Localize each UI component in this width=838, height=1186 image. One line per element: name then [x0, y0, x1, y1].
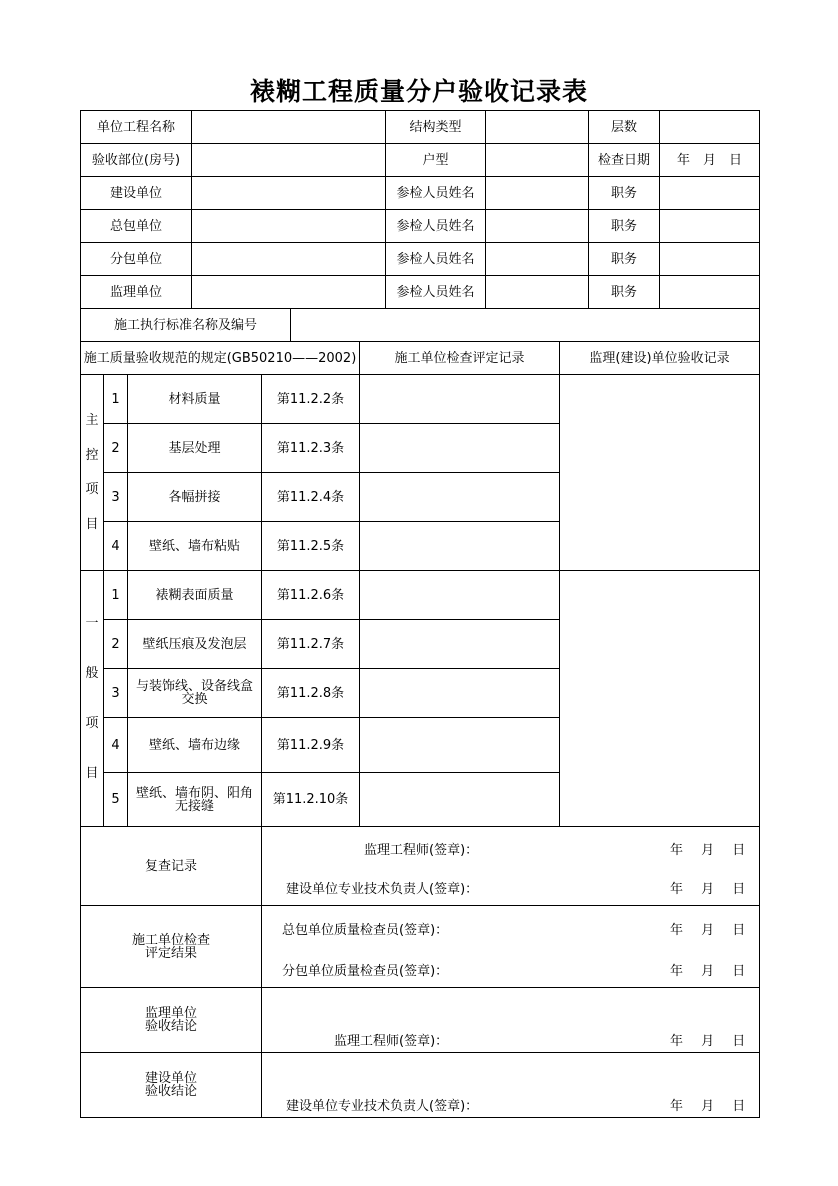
- item-name: 裱糊表面质量: [128, 571, 262, 620]
- item-clause: 第11.2.5条: [262, 522, 360, 571]
- field-value[interactable]: [192, 177, 386, 210]
- field-label: 监理单位: [81, 276, 192, 309]
- field-value[interactable]: 年 月 日: [660, 144, 760, 177]
- item-clause: 第11.2.3条: [262, 424, 360, 473]
- field-value[interactable]: [486, 276, 589, 309]
- item-number: 2: [104, 620, 128, 669]
- field-label: 层数: [589, 111, 660, 144]
- item-number: 5: [104, 773, 128, 827]
- field-label: 验收部位(房号): [81, 144, 192, 177]
- field-label: 总包单位: [81, 210, 192, 243]
- field-label: 参检人员姓名: [386, 243, 486, 276]
- label-char: 一: [85, 616, 99, 632]
- date-label: 年 月 日: [670, 964, 746, 979]
- contractor-record-cell[interactable]: [360, 522, 560, 571]
- label-char: 控: [85, 447, 99, 463]
- label-char: 主: [85, 412, 99, 428]
- item-name: 壁纸压痕及发泡层: [128, 620, 262, 669]
- label-char: 项: [85, 482, 99, 498]
- item-number: 1: [104, 375, 128, 424]
- page-title: 裱糊工程质量分户验收记录表: [249, 77, 588, 106]
- contractor-record-cell[interactable]: [360, 571, 560, 620]
- field-label: 参检人员姓名: [386, 210, 486, 243]
- signature-label: 分包单位质量检查员(签章)：: [282, 964, 449, 979]
- field-value[interactable]: [486, 243, 589, 276]
- contractor-record-cell[interactable]: [360, 718, 560, 773]
- contractor-record-header: 施工单位检查评定记录: [360, 342, 560, 375]
- item-number: 4: [104, 718, 128, 773]
- field-label: 职务: [589, 243, 660, 276]
- field-label: 建设单位: [81, 177, 192, 210]
- field-label: 结构类型: [386, 111, 486, 144]
- contractor-record-cell[interactable]: [360, 669, 560, 718]
- supervisor-record-cell[interactable]: [560, 375, 760, 571]
- supervisor-record-header: 监理(建设)单位验收记录: [560, 342, 760, 375]
- supervisor-record-cell[interactable]: [560, 571, 760, 827]
- item-name: 各幅拼接: [128, 473, 262, 522]
- inspection-table: [80, 110, 760, 1118]
- item-number: 3: [104, 669, 128, 718]
- item-number: 2: [104, 424, 128, 473]
- field-value[interactable]: [660, 243, 760, 276]
- field-value[interactable]: [660, 210, 760, 243]
- field-value[interactable]: [660, 276, 760, 309]
- item-name: 壁纸、墙布阴、阳角无接缝: [128, 773, 262, 827]
- date-label: 年 月 日: [670, 843, 746, 858]
- standard-input[interactable]: [291, 309, 760, 342]
- item-clause: 第11.2.10条: [262, 773, 360, 827]
- field-value[interactable]: [192, 144, 386, 177]
- field-label: 分包单位: [81, 243, 192, 276]
- field-label: 参检人员姓名: [386, 276, 486, 309]
- contractor-record-cell[interactable]: [360, 473, 560, 522]
- standard-label: 施工执行标准名称及编号: [81, 309, 291, 342]
- field-label: 职务: [589, 177, 660, 210]
- spec-header: 施工质量验收规范的规定(GB50210——2002): [81, 342, 360, 375]
- item-clause: 第11.2.9条: [262, 718, 360, 773]
- label-char: 般: [85, 666, 99, 682]
- field-label: 职务: [589, 210, 660, 243]
- field-value[interactable]: [486, 111, 589, 144]
- signature-label: 监理工程师(签章)：: [364, 843, 479, 858]
- contractor-record-cell[interactable]: [360, 620, 560, 669]
- contractor-record-cell[interactable]: [360, 773, 560, 827]
- field-value[interactable]: [192, 111, 386, 144]
- field-value[interactable]: [660, 111, 760, 144]
- contractor-record-cell[interactable]: [360, 424, 560, 473]
- date-label: 年 月 日: [670, 1034, 746, 1049]
- field-label: 参检人员姓名: [386, 177, 486, 210]
- field-value[interactable]: [192, 243, 386, 276]
- field-label: 户型: [386, 144, 486, 177]
- item-number: 1: [104, 571, 128, 620]
- item-clause: 第11.2.6条: [262, 571, 360, 620]
- main_control-label: [81, 375, 104, 571]
- item-clause: 第11.2.7条: [262, 620, 360, 669]
- item-name: 基层处理: [128, 424, 262, 473]
- field-value[interactable]: [486, 144, 589, 177]
- supervisor-conclusion-label: 监理单位验收结论: [81, 988, 262, 1053]
- field-value[interactable]: [192, 210, 386, 243]
- label-char: 目: [85, 765, 99, 781]
- owner-conclusion-label: 建设单位验收结论: [81, 1053, 262, 1118]
- field-label: 单位工程名称: [81, 111, 192, 144]
- item-name: 壁纸、墙布粘贴: [128, 522, 262, 571]
- item-clause: 第11.2.8条: [262, 669, 360, 718]
- field-label: 职务: [589, 276, 660, 309]
- contractor-record-cell[interactable]: [360, 375, 560, 424]
- general-label: [81, 571, 104, 827]
- item-name: 材料质量: [128, 375, 262, 424]
- signature-label: 建设单位专业技术负责人(签章)：: [286, 882, 479, 897]
- signature-label: 总包单位质量检查员(签章)：: [282, 923, 449, 938]
- contractor-result-label: 施工单位检查评定结果: [81, 906, 262, 988]
- field-value[interactable]: [486, 177, 589, 210]
- field-value[interactable]: [486, 210, 589, 243]
- label-char: 目: [85, 517, 99, 533]
- date-label: 年 月 日: [670, 923, 746, 938]
- item-number: 3: [104, 473, 128, 522]
- review-label: 复查记录: [81, 827, 262, 906]
- item-number: 4: [104, 522, 128, 571]
- date-label: 年 月 日: [670, 1099, 746, 1114]
- date-label: 年 月 日: [670, 882, 746, 897]
- item-clause: 第11.2.2条: [262, 375, 360, 424]
- field-value[interactable]: [192, 276, 386, 309]
- signature-label: 建设单位专业技术负责人(签章)：: [286, 1099, 479, 1114]
- label-char: 项: [85, 715, 99, 731]
- item-clause: 第11.2.4条: [262, 473, 360, 522]
- signature-label: 监理工程师(签章)：: [334, 1034, 449, 1049]
- item-name: 壁纸、墙布边缘: [128, 718, 262, 773]
- field-label: 检查日期: [589, 144, 660, 177]
- field-value[interactable]: [660, 177, 760, 210]
- item-name: 与装饰线、设备线盒交换: [128, 669, 262, 718]
